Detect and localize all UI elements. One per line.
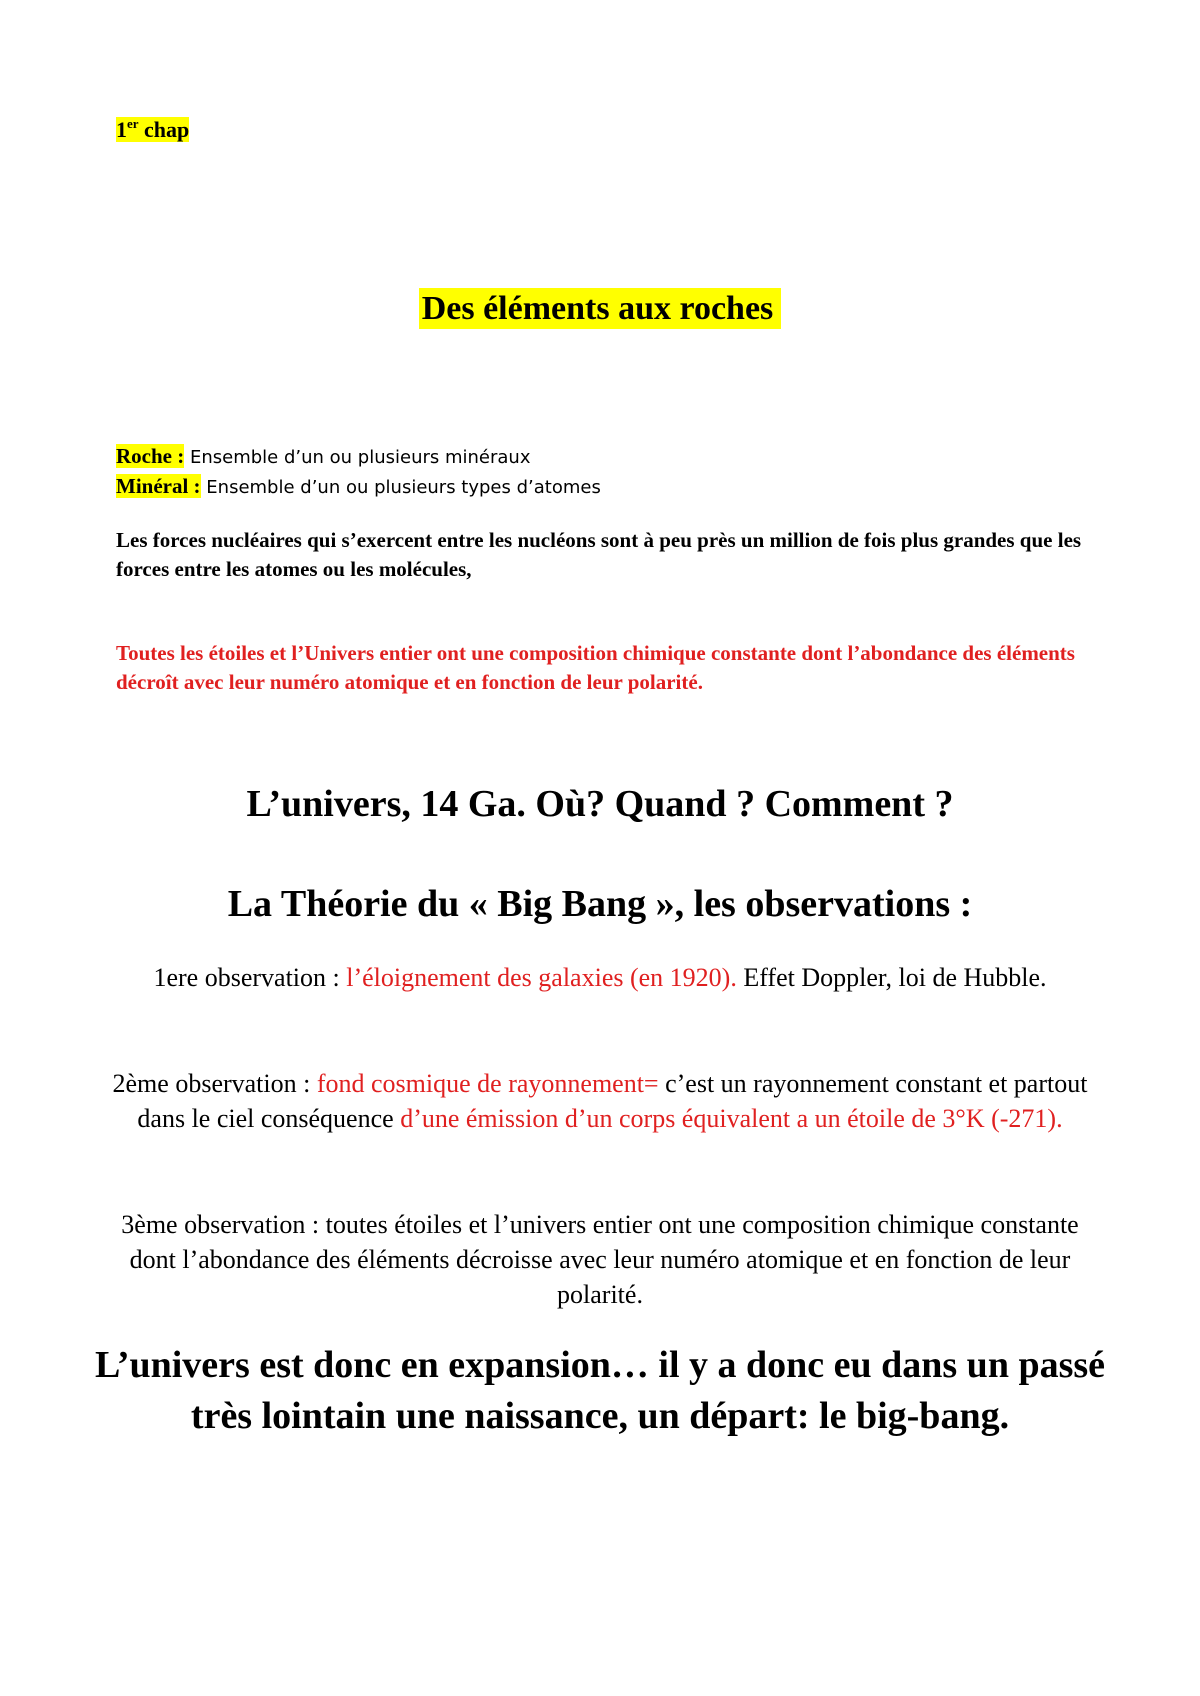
observation-3: 3ème observation : toutes étoiles et l’univers entier ont une composition chimique constante dont l’abondance des éléments décroisse avec leur numéro atomique et en fonction de leur polarité. — [121, 1210, 1079, 1309]
conclusion-paragraph: L’univers est donc en expansion… il y a donc eu dans un passé très lointain une naissance, un départ: le big-bang. — [94, 1344, 1106, 1437]
big-bang-theory-heading: La Théorie du « Big Bang », les observations : — [227, 883, 973, 925]
observation-highlight: d’une émission d’un corps équivalent a un étoile de 3°K (-271). — [400, 1104, 1063, 1133]
observation-rest: c’est un rayonnement constant et partout dans le ciel conséquence — [137, 1069, 1088, 1133]
observation-1 — [110, 960, 1090, 995]
definition-roche — [116, 442, 1096, 472]
universe-heading: L’univers, 14 Ga. Où? Quand ? Comment ? — [246, 783, 954, 825]
observation-label: 2ème observation : — [112, 1069, 317, 1098]
chapter-word: chap — [138, 117, 190, 142]
observation-2 — [110, 1066, 1090, 1136]
observation-highlight: fond cosmique de rayonnement= — [316, 1069, 659, 1098]
definition-description: Ensemble d’un ou plusieurs minéraux — [184, 447, 531, 468]
chapter-label — [116, 116, 189, 144]
observation-label: 1ere observation : — [153, 963, 347, 992]
chapter-suffix: er — [127, 116, 139, 131]
document-title-text: Des éléments aux roches — [419, 288, 782, 329]
composition-paragraph: Toutes les étoiles et l’Univers entier ont une composition chimique constante dont l’abondance des éléments décroît avec leur numéro atomique et en fonction de leur polarité. — [116, 641, 1075, 694]
chapter-number: 1 — [116, 117, 127, 142]
observation-rest: Effet Doppler, loi de Hubble. — [736, 963, 1047, 992]
nuclear-forces-paragraph: Les forces nucléaires qui s’exercent entre les nucléons sont à peu près un million de fois plus grandes que les forces entre les atomes ou les molécules, — [116, 528, 1082, 581]
definition-term: Minéral : — [116, 474, 201, 498]
definitions-block — [116, 442, 1096, 502]
definition-mineral — [116, 472, 1096, 502]
definition-term: Roche : — [116, 444, 185, 468]
observation-highlight: l’éloignement des galaxies (en 1920). — [346, 963, 737, 992]
definition-description: Ensemble d’un ou plusieurs types d’atomes — [200, 477, 601, 498]
document-title — [0, 287, 1200, 331]
chapter-highlight — [116, 117, 189, 142]
